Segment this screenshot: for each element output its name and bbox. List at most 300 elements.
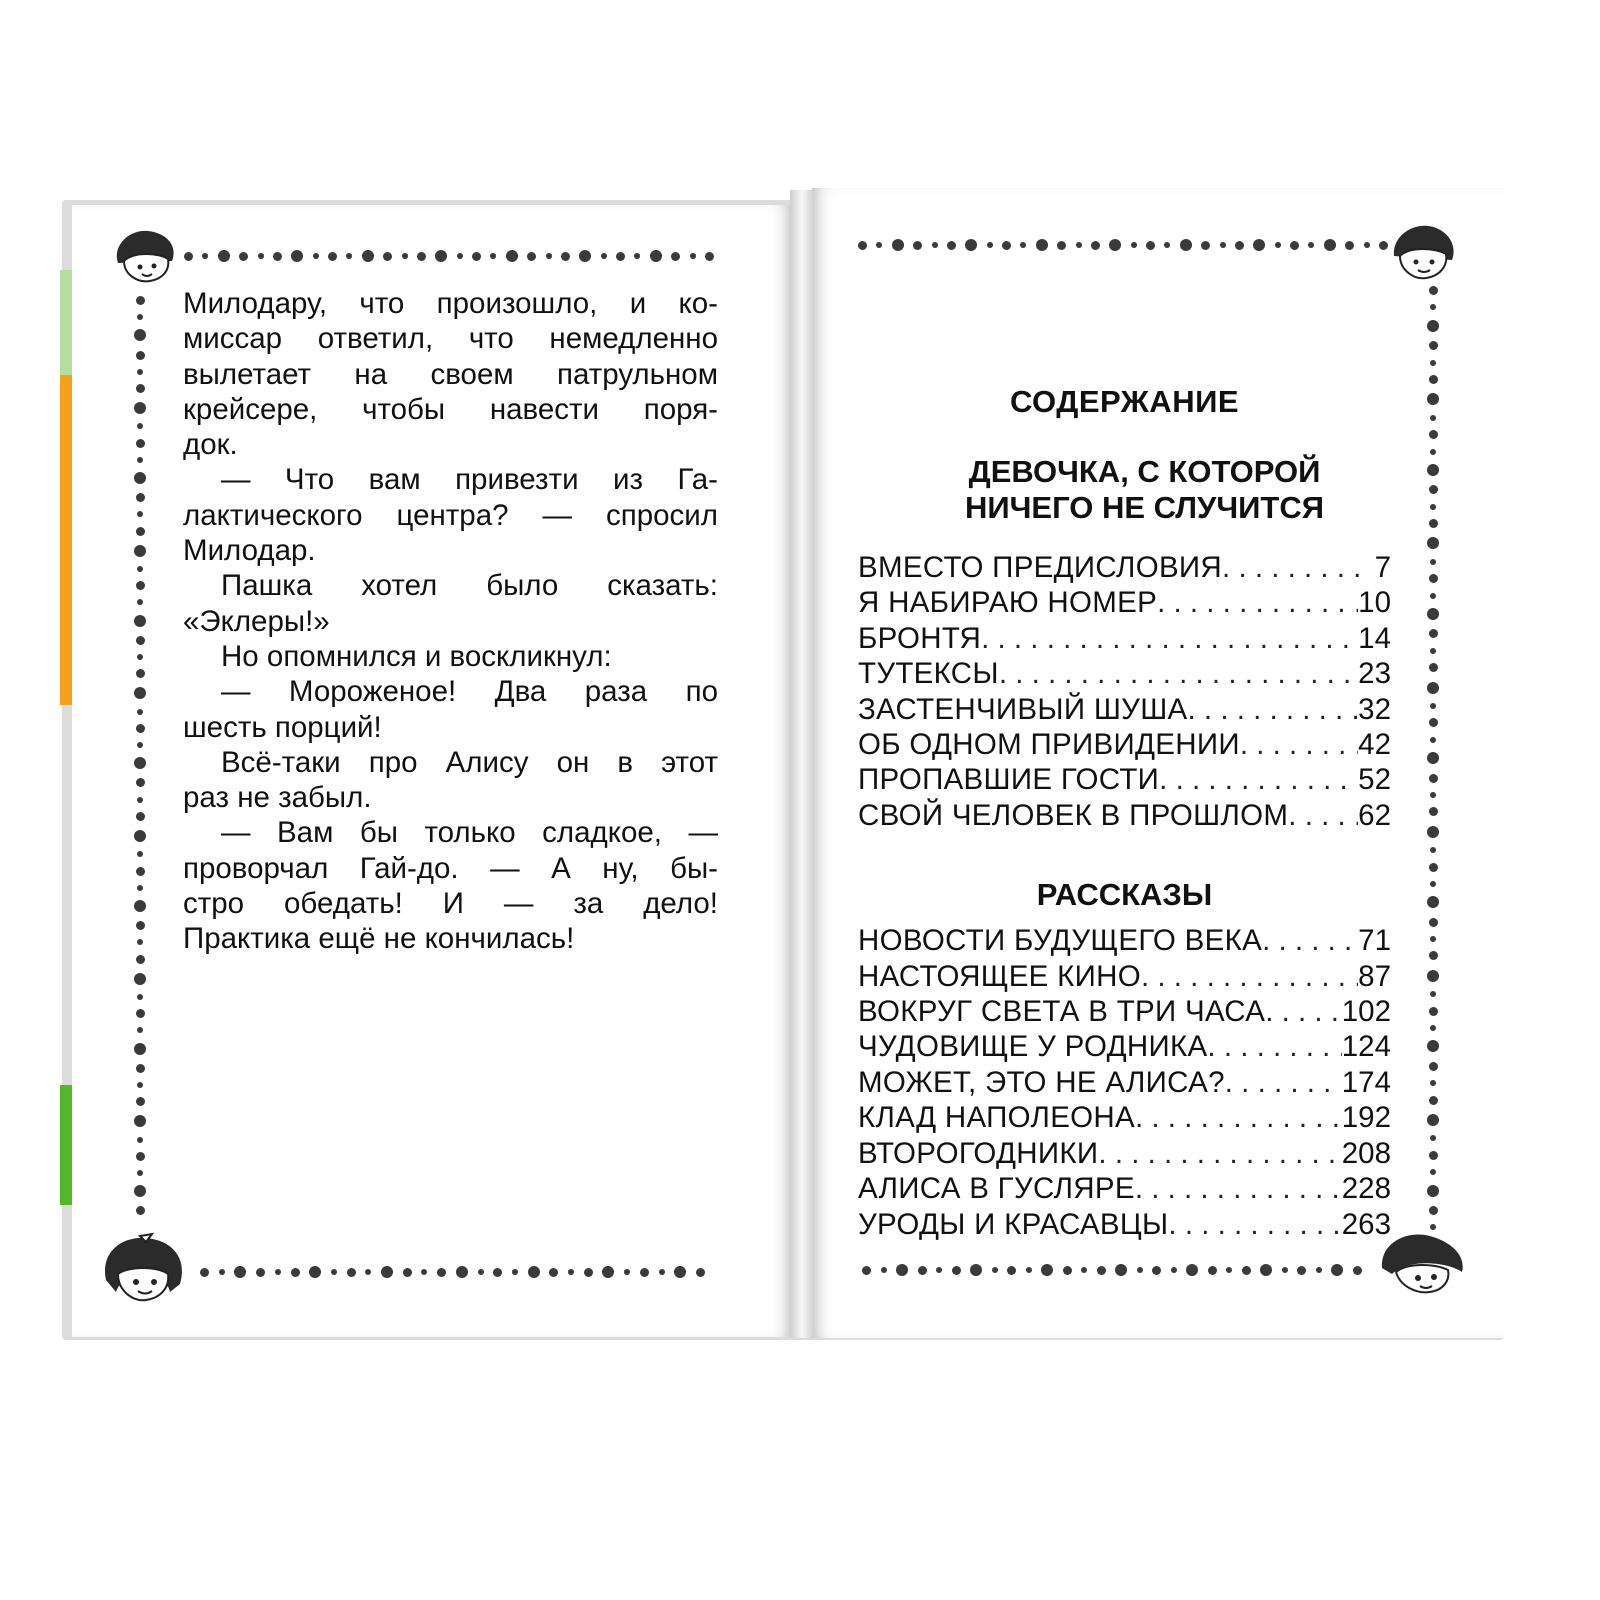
border-dot [136,1152,145,1161]
border-dot [136,867,145,876]
border-dot [137,994,143,1000]
toc-entry-title: ВМЕСТО ПРЕДИСЛОВИЯ [858,551,1223,584]
border-dot [579,250,591,262]
dotted-border-bottom-right [862,1264,1362,1276]
toc-entry-page: 87 [1358,959,1391,993]
toc-entry-title: БРОНТЯ [858,621,982,655]
border-dot [1429,774,1438,783]
border-dot [1430,1025,1436,1031]
border-dot [421,1269,427,1275]
border-dot [650,250,662,262]
border-dot [137,566,143,572]
border-dot [896,1264,908,1276]
border-dot [1007,1266,1016,1275]
border-dot [218,250,230,262]
border-dot [1186,1264,1198,1276]
toc-leader-dots [1135,1100,1342,1135]
border-dot [137,939,143,945]
border-dot [1308,242,1314,248]
border-dot [1290,241,1299,250]
border-dot [134,329,146,341]
border-dot [965,239,977,251]
toc-entry-title: ВОКРУГ СВЕТА В ТРИ ЧАСА [858,995,1266,1029]
border-dot [134,900,146,912]
border-dot [1430,559,1436,565]
border-dot [1429,629,1438,638]
toc-entry-page: 208 [1341,1136,1391,1170]
border-dot [1260,1264,1272,1276]
text-line: — Что вам привезти из Га- [221,463,718,497]
border-dot [136,636,145,645]
border-dot [1429,1151,1438,1160]
border-dot [457,253,463,259]
toc-leader-dots [1225,1065,1342,1100]
border-dot [137,851,143,857]
border-dot [546,253,552,259]
border-dot [1331,1264,1343,1276]
toc-heading: СОДЕРЖАНИЕ [1009,384,1240,419]
border-dot [1430,449,1436,455]
toc-leader-dots [999,656,1358,691]
toc-leader-dots [1141,959,1358,994]
toc-leader-dots [1262,923,1358,958]
border-dot [134,1043,146,1055]
border-dot [137,369,143,375]
section-title-line: НИЧЕГО НЕ СЛУЧИТСЯ [964,490,1324,525]
toc-entry[interactable] [858,1065,1391,1100]
border-dot [134,757,146,769]
border-dot [1364,242,1370,248]
border-dot [1220,242,1226,248]
border-dot [881,1267,887,1273]
dotted-border-top-left [184,250,714,262]
border-dot [1429,286,1438,295]
text-line: Практика ещё не кончилась! [183,922,575,956]
toc-leader-dots [1207,1029,1341,1064]
toc-leader-dots [981,621,1358,656]
border-dot [1429,863,1438,872]
border-dot [1063,1266,1072,1275]
border-dot [1226,1267,1232,1273]
border-dot [1429,341,1438,350]
border-dot [1208,1266,1217,1275]
toc-entry-title: НОВОСТИ БУДУЩЕГО ВЕКА [858,924,1263,958]
border-dot [1026,1267,1032,1273]
border-dot [136,812,145,821]
border-dot [528,1266,540,1278]
toc-entry[interactable] [858,550,1391,585]
text-line: стро обедать! И — за дело! [183,887,718,921]
toc-entry[interactable] [858,959,1391,994]
border-dot [936,1267,942,1273]
border-dot [437,1268,446,1277]
toc-entry-title: МОЖЕТ, ЭТО НЕ АЛИСА? [858,1065,1225,1099]
border-dot [1429,519,1438,528]
border-dot [1429,1007,1438,1016]
toc-entry-title: ПРОПАВШИЕ ГОСТИ [858,763,1160,797]
border-dot [506,250,518,262]
dotted-border-side-right [1427,286,1439,1231]
toc-entry-page: 192 [1341,1101,1391,1135]
toc-entry[interactable] [858,621,1391,656]
toc-entry[interactable] [858,994,1391,1029]
border-dot [381,1266,393,1278]
border-dot [918,1266,927,1275]
border-dot [346,253,352,259]
border-dot [690,253,696,259]
border-dot [493,1268,502,1277]
border-dot [1430,1135,1436,1141]
border-dot [862,1266,871,1275]
border-dot [1427,682,1439,694]
border-dot [584,1268,593,1277]
border-dot [1427,608,1439,620]
toc-entry-title: ЧУДОВИЩЕ У РОДНИКА [858,1030,1208,1064]
border-dot [1429,1096,1438,1105]
border-dot [1429,1062,1438,1071]
border-dot [640,1268,649,1277]
toc-entry-title: ЗАСТЕНЧИВЫЙ ШУША [858,692,1188,726]
text-line: лактического центра? — спросил [183,498,718,532]
border-dot [1430,737,1436,743]
toc-leader-dots [1157,585,1358,620]
border-dot [136,439,145,448]
toc-entry-page: 42 [1358,728,1391,762]
toc-entry-page: 23 [1358,657,1391,691]
border-dot [970,1264,982,1276]
border-dot [1316,1267,1322,1273]
border-dot [1275,242,1281,248]
text-line: миссар ответил, что немедленно [183,322,718,356]
border-dot [256,1268,265,1277]
toc-entry-page: 14 [1358,621,1391,655]
border-dot [671,252,680,261]
border-dot [1430,936,1436,942]
border-dot [435,250,447,262]
border-dot [134,402,146,414]
border-dot [362,250,374,262]
border-dot [913,241,922,250]
border-dot [403,1268,412,1277]
border-dot [1137,1267,1143,1273]
border-dot [1429,485,1438,494]
border-dot [1164,242,1170,248]
border-dot [137,1170,143,1176]
border-dot [136,1009,145,1018]
border-dot [1242,1266,1251,1275]
border-dot [932,242,938,248]
border-dot [137,797,143,803]
border-dot [624,1269,630,1275]
toc-leader-dots [1188,692,1359,727]
border-dot [134,545,146,557]
toc-leader-dots [1240,727,1358,762]
toc-leader-dots [1265,994,1342,1029]
border-dot [1109,239,1121,251]
toc-entry[interactable] [858,1171,1391,1206]
border-dot [202,253,208,259]
border-dot [1002,241,1011,250]
border-dot [134,830,146,842]
dotted-border-side-left [134,296,146,1216]
border-dot [568,1269,574,1275]
text-line: док. [183,428,238,462]
border-dot [1430,1169,1436,1175]
toc-entry-title: ВТОРОГОДНИКИ [858,1136,1099,1170]
border-dot [1146,241,1155,250]
border-dot [696,1268,705,1277]
border-dot [137,457,143,463]
border-dot [134,687,146,699]
border-dot [1235,241,1244,250]
border-dot [1427,1114,1439,1126]
border-dot [136,921,145,930]
section-title-line: ДЕВОЧКА, С КОТОРОЙ [968,454,1321,489]
table-of-contents [858,384,1391,1242]
toc-entry-page: 174 [1341,1065,1391,1099]
border-dot [136,1064,145,1073]
border-dot [136,296,145,305]
border-dot [1345,241,1354,250]
text-line: Но опомнился и воскликнул: [221,639,612,673]
girl-face-icon [1388,222,1460,282]
border-dot [1427,1040,1439,1052]
border-dot [137,314,143,320]
border-dot [1430,415,1436,421]
border-dot [1430,703,1436,709]
border-dot [1057,241,1066,250]
toc-entry[interactable] [858,727,1391,762]
border-dot [1036,239,1048,251]
border-dot [134,1185,146,1197]
border-dot [1097,1266,1106,1275]
border-dot [137,423,143,429]
border-dot [273,252,282,261]
toc-entry-title: УРОДЫ И КРАСАВЦЫ [858,1207,1169,1241]
text-line: — Вам бы только сладкое, — [221,816,718,850]
border-dot [1201,241,1210,250]
border-dot [1353,1266,1362,1275]
border-dot [136,724,145,733]
text-line: Милодару, что произошло, и ко- [183,287,718,320]
toc-list [858,550,1391,833]
text-line: Милодар. [183,534,316,568]
border-dot [456,1266,468,1278]
border-dot [136,1206,145,1215]
story-text [183,286,718,957]
border-dot [1427,464,1439,476]
border-dot [674,1266,686,1278]
border-dot [328,252,337,261]
toc-entry-page: 32 [1358,692,1391,726]
border-dot [1430,881,1436,887]
toc-entry-page: 71 [1358,924,1391,958]
border-dot [347,1268,356,1277]
border-dot [417,252,426,261]
border-dot [402,253,408,259]
border-dot [219,1269,225,1275]
border-dot [137,1137,143,1143]
border-dot [1430,504,1436,510]
border-dot [1429,951,1438,960]
border-dot [136,955,145,964]
border-dot [1427,393,1439,405]
border-dot [136,1097,145,1106]
toc-entry[interactable] [858,798,1391,833]
book-spine-gutter [790,190,814,1338]
border-dot [602,1266,614,1278]
border-dot [1427,1185,1439,1197]
toc-entry-title: НАСТОЯЩЕЕ КИНО [858,959,1141,993]
border-dot [1152,1266,1161,1275]
toc-leader-dots [1098,1136,1341,1171]
border-dot [1180,239,1192,251]
border-dot [1429,718,1438,727]
border-dot [1379,241,1388,250]
border-dot [1076,242,1082,248]
border-dot [383,252,392,261]
border-dot [1020,242,1026,248]
border-dot [1253,239,1265,251]
border-dot [1429,663,1438,672]
border-dot [1427,826,1439,838]
border-dot [952,1266,961,1275]
toc-entry[interactable] [858,1029,1391,1064]
border-dot [1282,1267,1288,1273]
text-line: «Эклеры!» [183,604,330,638]
text-line: шесть порций! [183,710,382,744]
border-dot [1081,1267,1087,1273]
toc-entry-page: 228 [1341,1172,1391,1206]
border-dot [291,1268,300,1277]
border-dot [200,1268,209,1277]
border-dot [472,252,481,261]
border-dot [137,709,143,715]
border-dot [616,252,625,261]
toc-leader-dots [1288,798,1358,833]
border-dot [490,253,496,259]
border-dot [313,253,319,259]
dotted-border-bottom-left [200,1266,705,1278]
toc-entry-page: 62 [1358,798,1391,832]
border-dot [184,252,193,261]
border-dot [1430,593,1436,599]
toc-entry-title: КЛАД НАПОЛЕОНА [858,1101,1136,1135]
border-dot [137,742,143,748]
border-dot [1430,304,1436,310]
toc-entry-page: 7 [1374,551,1391,584]
border-dot [634,253,640,259]
toc-entry[interactable] [858,923,1391,958]
girl-face-icon [110,225,182,285]
toc-entry[interactable] [858,585,1391,620]
border-dot [137,1027,143,1033]
border-dot [1041,1264,1053,1276]
toc-entry[interactable] [858,692,1391,727]
border-dot [1430,847,1436,853]
toc-leader-dots [1222,550,1365,585]
border-dot [331,1269,337,1275]
toc-entry-title: ТУТЕКСЫ [858,657,999,691]
border-dot [892,239,904,251]
border-dot [992,1267,998,1273]
border-dot [1091,241,1100,250]
border-dot [1131,242,1137,248]
text-line: Пашка хотел было сказать: [221,569,718,603]
border-dot [1171,1267,1177,1273]
border-dot [134,973,146,985]
section-title [858,454,1391,526]
border-dot [1427,752,1439,764]
border-dot [136,778,145,787]
border-dot [1324,239,1336,251]
border-dot [659,1269,665,1275]
border-dot [137,1082,143,1088]
toc-entry[interactable] [858,762,1391,797]
border-dot [137,885,143,891]
toc-entry[interactable] [858,1136,1391,1171]
border-dot [1427,537,1439,549]
toc-entry-page: 10 [1358,586,1391,620]
border-dot [705,252,714,261]
border-dot [1429,430,1438,439]
border-dot [1115,1264,1127,1276]
toc-entry-title: АЛИСА В ГУСЛЯРЕ [858,1172,1135,1206]
border-dot [1297,1266,1306,1275]
border-dot [258,253,264,259]
border-dot [137,511,143,517]
border-dot [234,1266,246,1278]
toc-list [858,923,1391,1242]
border-dot [527,252,536,261]
toc-entry-page: 52 [1358,763,1391,797]
border-dot [137,654,143,660]
toc-entry-title: СВОЙ ЧЕЛОВЕК В ПРОШЛОМ [858,798,1289,832]
text-line: вылетает на своем патрульном [183,357,718,391]
border-dot [549,1268,558,1277]
toc-entry-page: 124 [1341,1030,1391,1064]
border-dot [987,242,993,248]
toc-entry[interactable] [858,1100,1391,1135]
border-dot [365,1269,371,1275]
border-dot [561,252,570,261]
border-dot [1429,918,1438,927]
border-dot [1427,320,1439,332]
border-dot [1430,648,1436,654]
border-dot [136,527,145,536]
border-dot [1429,807,1438,816]
border-dot [136,384,145,393]
toc-entry-title: ОБ ОДНОМ ПРИВИДЕНИИ [858,728,1240,762]
border-dot [1429,574,1438,583]
text-line: крейсере, чтобы навести поря- [183,392,718,426]
toc-entry-page: 102 [1341,995,1391,1029]
toc-entry[interactable] [858,656,1391,691]
border-dot [309,1266,321,1278]
toc-entry[interactable] [858,1207,1391,1242]
text-line: раз не забыл. [183,781,372,815]
text-line: Всё-таки про Алису он в этот [221,745,718,779]
girl-face-icon [1378,1228,1468,1298]
border-dot [136,493,145,502]
border-dot [1429,375,1438,384]
border-dot [876,242,882,248]
border-dot [512,1269,518,1275]
border-dot [134,472,146,484]
toc-leader-dots [1159,762,1358,797]
dotted-border-top-right [858,239,1388,251]
toc-entry-title: Я НАБИРАЮ НОМЕР [858,586,1158,620]
